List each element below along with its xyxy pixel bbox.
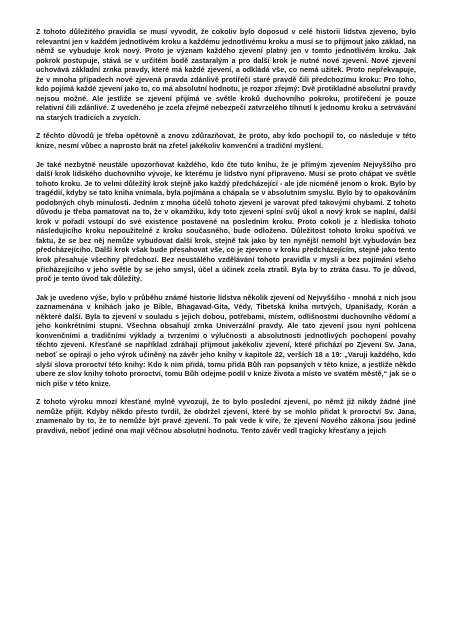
- paragraph-revelation-steps: Z tohoto důležitého pravidla se musí vyvodit, že cokoliv bylo doposud v celé historii lidstva zjeveno, bylo relevantní jen v každém jednotlivém kroku a každému jednotlivému kroku a musí se to přijmout jako základ, na němž se vybuduje krok nový. Proto je význam každého zjevení platný jen v tomto jednotlivém kroku. Jak pokrok postupuje, stává se v určitém bodě zastaralým a pro další krok je nutné nové zjevení. Nové zjevení uchovává základní zrnka pravdy, které má každé zjevení, a odkládá vše, co nemá užitek. Proto nepřekvapuje, že v mnoha případech nové zjevená pravda zdánlivě protiřečí staré pravdě čili předchozímu kroku: Pro toho, kdo pojímá každé zjevení jako to, co má absolutní hodnotu, je rozpor zřejmý: Dvě protikladné absolutní pravdy nejsou možné. Ale jestliže se zjevení přijímá ve světle kroků duchovního pokroku, protiřečení je pouze relativní čili zdánlivé. Z uvedeného je zcela zřejmé nebezpečí zatvrzelého tíhnutí k jednomu kroku a setrvávání na starých tradicích a zvycích.: [36, 28, 416, 122]
- paragraph-book-purpose: Je také nezbytné neustále upozorňovat každého, kdo čte tuto knihu, že je přímým zjevením Nejvyššího pro další krok lidského duchovního vývoje, ke kterému je lidstvo nyní připraveno. Musí se proto chápat ve světle tohoto kroku. Je to velmi důležitý krok stejně jako každý předcházející - ale jde nicméně jenom o krok. Bylo by tragédií, kdyby se tato kniha vnímala, byla pojímána a chápala se v absolutním smyslu. Bylo by to opakováním podobných chyb minulosti. Jedním z mnoha účelů tohoto zjevení je varovat před takovými chybami. Z tohoto důvodu je třeba pamatovat na to, že v okamžiku, kdy toto zjevení splní svůj úkol a nový krok se naplní, další krok v pořadí vstoupí do své existence postavené na posledním kroku. Proto cokoli je z hlediska tohoto následujícího kroku nepoužitelné z kroku současného, bude odloženo. Důležitost tohoto kroku spočívá ve faktu, že se bez něj nemůže vybudovat další krok, stejně tak jako by ten nynější nemohl být vybudován bez předcházejícího. Další krok však bude přesahovat vše, co je zjeveno v kroku předcházejícím, stejně jako tento krok přesahuje všechny předchozí. Bez neustálého vzdělávání tohoto pravidla v mysli a bez pojímání všeho přicházejícího v jeho světle by se jeho smysl, účel a účinek zcela ztratil. Byla by to ztráta času. To je důvod, proč je tento úvod tak důležitý.: [36, 160, 416, 284]
- paragraph-conventional-thinking: Z těchto důvodů je třeba opětovně a znovu zdůrazňovat, že proto, aby kdo pochopil to, co následuje v této knize, nesmí vůbec a naprosto brát na zřetel jakékoliv konvenční a tradiční myšlení.: [36, 132, 416, 151]
- paragraph-historical-revelations: Jak je uvedeno výše, bylo v průběhu známé historie lidstva několik zjevení od Nejvyššího - mnohá z nich jsou zaznamenána v knihách jako je Bible, Bhagavad-Gita, Védy, Tibetská kniha mrtvých, Upanišady, Korán a některé další. Byla to zjevení v souladu s jejich dobou, potřebami, místem, odlišnostmi duchovního vědomí a jeho konkrétními stupni. Všechna obsahují zrnka Univerzální pravdy. Ale tato zjevení jsou nyní pohlcena konvenčními a tradičními výklady a tvrzeními o výlučnosti a absolutnosti jednotlivých pochopení povahy těchto zjevení. Křesťané se například zdráhají přijmout jakékoliv zjevení, které přichází po Zjevení Sv. Jana, neboť se opírají o jeho výrok učiněný na závěr jeho knihy v kapitole 22, verších 18 a 19: „Varuji každého, kdo slyší slova proroctví této knihy: Kdo k nim přidá, tomu přidá Bůh ran popsaných v této knize, a jestliže někdo ubere ze slov knihy tohoto proroctví, tomu Bůh odejme podíl v knize života a místo ve svatém městě,“ jak se o nich píše v této knize.: [36, 293, 416, 388]
- paragraph-christian-conclusion: Z tohoto výroku mnozí křesťané mylně vyvozují, že to bylo poslední zjevení, po němž již nikdy žádné jiné nemůže přijít. Kdyby někdo přesto tvrdil, že obdržel zjevení, které by se mohlo přidat k proroctví Sv. Jana, znamenalo by to, že to nemůže být pravé zjevení. To pak vede k víře, že zjevení Nového zákona jsou jediné pravdivá, neboť jediné ona mají věčnou absolutní hodnotu. Tento závěr vedl tragicky křesťany a jejich: [36, 398, 416, 435]
